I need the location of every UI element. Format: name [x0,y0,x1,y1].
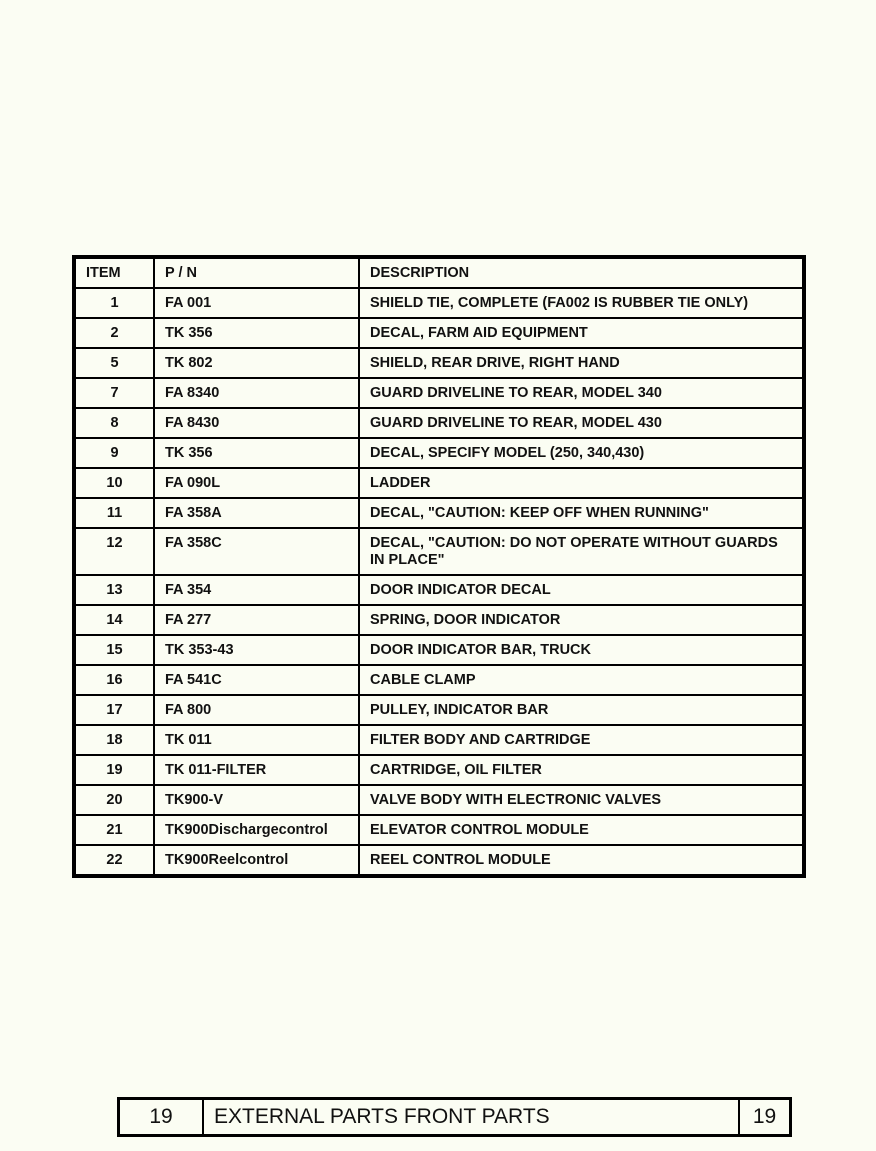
table-row [74,288,804,318]
part-number-cell: TK 356 [154,438,359,468]
table-row [74,665,804,695]
item-number-cell: 9 [74,438,154,468]
item-number-cell: 16 [74,665,154,695]
item-number-cell: 18 [74,725,154,755]
description-cell: SPRING, DOOR INDICATOR [359,605,804,635]
part-number-cell: FA 354 [154,575,359,605]
description-cell: CARTRIDGE, OIL FILTER [359,755,804,785]
part-number-cell: FA 277 [154,605,359,635]
description-cell: DECAL, "CAUTION: KEEP OFF WHEN RUNNING" [359,498,804,528]
table-row [74,528,804,575]
part-number-cell: FA 800 [154,695,359,725]
description-cell: GUARD DRIVELINE TO REAR, MODEL 340 [359,378,804,408]
description-cell: SHIELD, REAR DRIVE, RIGHT HAND [359,348,804,378]
part-number-cell: TK900-V [154,785,359,815]
part-number-cell: FA 541C [154,665,359,695]
description-cell: PULLEY, INDICATOR BAR [359,695,804,725]
part-number-cell: TK 802 [154,348,359,378]
item-number-cell: 1 [74,288,154,318]
item-number-cell: 22 [74,845,154,876]
item-number-cell: 15 [74,635,154,665]
part-number-cell: TK900Dischargecontrol [154,815,359,845]
description-cell: DOOR INDICATOR BAR, TRUCK [359,635,804,665]
item-number-cell: 8 [74,408,154,438]
item-number-cell: 10 [74,468,154,498]
item-number-cell: 5 [74,348,154,378]
description-cell: VALVE BODY WITH ELECTRONIC VALVES [359,785,804,815]
table-header-row [74,257,804,288]
footer-section-title: EXTERNAL PARTS FRONT PARTS [204,1100,740,1134]
table-row [74,755,804,785]
item-number-cell: 12 [74,528,154,575]
description-cell: CABLE CLAMP [359,665,804,695]
part-number-cell: TK 353-43 [154,635,359,665]
header-description: DESCRIPTION [359,257,804,288]
table-row [74,438,804,468]
description-cell: FILTER BODY AND CARTRIDGE [359,725,804,755]
footer-page-number-left: 19 [120,1100,204,1134]
part-number-cell: FA 358A [154,498,359,528]
part-number-cell: FA 358C [154,528,359,575]
description-cell: ELEVATOR CONTROL MODULE [359,815,804,845]
item-number-cell: 2 [74,318,154,348]
part-number-cell: TK 356 [154,318,359,348]
table-row [74,785,804,815]
description-cell: DECAL, SPECIFY MODEL (250, 340,430) [359,438,804,468]
item-number-cell: 20 [74,785,154,815]
item-number-cell: 11 [74,498,154,528]
table-row [74,575,804,605]
description-cell: SHIELD TIE, COMPLETE (FA002 IS RUBBER TIE ONLY) [359,288,804,318]
description-cell: DECAL, FARM AID EQUIPMENT [359,318,804,348]
parts-table [72,255,806,878]
footer-page-number-right: 19 [752,1105,777,1128]
table-row [74,695,804,725]
table-row [74,378,804,408]
item-number-cell: 17 [74,695,154,725]
description-cell: GUARD DRIVELINE TO REAR, MODEL 430 [359,408,804,438]
table-row [74,408,804,438]
item-number-cell: 13 [74,575,154,605]
part-number-cell: TK 011 [154,725,359,755]
table-row [74,635,804,665]
part-number-cell: FA 001 [154,288,359,318]
item-number-cell: 21 [74,815,154,845]
item-number-cell: 19 [74,755,154,785]
table-row [74,318,804,348]
table-row [74,605,804,635]
table-row [74,348,804,378]
table-row [74,498,804,528]
description-cell: REEL CONTROL MODULE [359,845,804,876]
description-cell: LADDER [359,468,804,498]
table-row [74,845,804,876]
part-number-cell: FA 8430 [154,408,359,438]
page-footer [117,1097,792,1137]
part-number-cell: FA 8340 [154,378,359,408]
part-number-cell: TK900Reelcontrol [154,845,359,876]
part-number-cell: TK 011-FILTER [154,755,359,785]
item-number-cell: 7 [74,378,154,408]
header-item: ITEM [74,257,154,288]
table-row [74,468,804,498]
part-number-cell: FA 090L [154,468,359,498]
table-row [74,725,804,755]
description-cell: DOOR INDICATOR DECAL [359,575,804,605]
description-cell: DECAL, "CAUTION: DO NOT OPERATE WITHOUT GUARDS IN PLACE" [359,528,804,575]
table-row [74,815,804,845]
header-part-number: P / N [154,257,359,288]
item-number-cell: 14 [74,605,154,635]
